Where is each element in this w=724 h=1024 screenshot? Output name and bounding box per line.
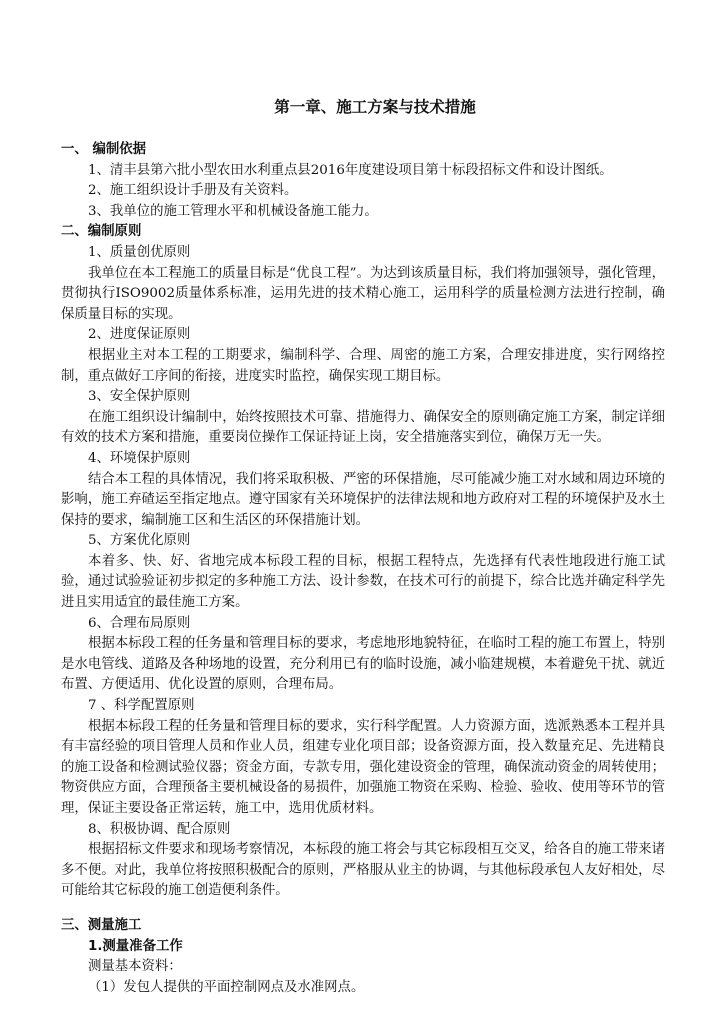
principle-body-coordination: 根据招标文件要求和现场考察情况，本标段的施工将会与其它标段相互交叉，给各自的施工带来诸多不便。对此，我单位将按照积极配合的原则，严格服从业主的协调，与其他标段承包人友好相处，尽可能给其它标段的施工创造便利条件。 [61, 842, 665, 899]
basis-item-2: 2、施工组织设计手册及有关资料。 [88, 183, 298, 199]
principle-title-safety: 3、安全保护原则 [88, 389, 191, 405]
principle-body-layout: 根据本标段工程的任务量和管理目标的要求，考虑地形地貌特征，在临时工程的施工布置上，特别是水电管线、道路及各种场地的设置，充分利用已有的临时设施，减小临建规模，本着避免干扰、就近布置、方便适用、优化设置的原则，合理布局。 [61, 636, 665, 693]
principle-body-environment: 结合本工程的具体情况，我们将采取积极、严密的环保措施，尽可能减少施工对水域和周边环境的影响，施工弃碴运至指定地点。遵守国家有关环境保护的法律法规和地方政府对工程的环境保护及水土保持的要求，编制施工区和生活区的环保措施计划。 [61, 471, 665, 528]
principle-body-allocation: 根据本标段工程的任务量和管理目标的要求，实行科学配置。人力资源方面，选派熟悉本工程并具有丰富经验的项目管理人员和作业人员，组建专业化项目部；设备资源方面，投入数量充足、先进精良的施工设备和检测试验仪器；资金方面，专款专用，强化建设资金的管理，确保流动资金的周转使用；物资供应方面，合理预备主要机械设备的易损件，加强施工物资在采购、检验、验收、使用等环节的管理，保证主要设备正常运转，施工中，选用优质材料。 [61, 718, 665, 816]
principle-body-quality: 我单位在本工程施工的质量目标是“优良工程”。为达到该质量目标，我们将加强领导，强化管理，贯彻执行ISO9002质量体系标准，运用先进的技术精心施工，运用科学的质量检测方法进行控制，确保质量目标的实现。 [61, 265, 665, 322]
section-heading-basis: 一、 编制依据 [61, 142, 147, 157]
principle-body-safety: 在施工组织设计编制中，始终按照技术可靠、措施得力、确保安全的原则确定施工方案，制定详细有效的技术方案和措施，重要岗位操作工保证持证上岗，安全措施落实到位，确保万无一失。 [61, 409, 665, 446]
principle-body-schedule: 根据业主对本工程的工期要求，编制科学、合理、周密的施工方案，合理安排进度，实行网络控制，重点做好工序间的衔接，进度实时监控，确保实现工期目标。 [61, 347, 665, 384]
principle-title-schedule: 2、进度保证原则 [88, 327, 191, 343]
section-survey [61, 916, 665, 998]
survey-sub-heading: 1.测量准备工作 [88, 938, 183, 954]
principle-title-quality: 1、质量创优原则 [88, 244, 191, 260]
principle-title-environment: 4、环境保护原则 [88, 450, 191, 466]
section-basis [61, 140, 665, 222]
principle-body-optimization: 本着多、快、好、省地完成本标段工程的目标，根据工程特点，先选择有代表性地段进行施工试验，通过试验验证初步拟定的多种施工方法、设计参数，在技术可行的前提下，综合比选并确定科学先进且实用适宜的最佳施工方案。 [61, 553, 665, 611]
survey-line-1: 测量基本资料： [88, 959, 182, 975]
basis-item-1: 1、清丰县第六批小型农田水利重点县2016年度建设项目第十标段招标文件和设计图纸。 [88, 162, 613, 178]
chapter-title: 第一章、施工方案与技术措施 [274, 98, 476, 116]
principle-title-coordination: 8、积极协调、配合原则 [88, 821, 231, 837]
principle-title-layout: 6、合理布局原则 [88, 615, 191, 631]
section-heading-principles: 二、编制原则 [61, 224, 142, 240]
principle-title-allocation: 7 、科学配置原则 [88, 698, 195, 714]
section-heading-survey: 三、测量施工 [61, 917, 142, 933]
document-page [61, 96, 665, 998]
section-principles [61, 222, 665, 902]
survey-line-2: （1）发包人提供的平面控制网点及水准网点。 [88, 979, 365, 995]
principle-title-optimization: 5、方案优化原则 [88, 533, 191, 549]
basis-item-3: 3、我单位的施工管理水平和机械设备施工能力。 [88, 203, 378, 219]
